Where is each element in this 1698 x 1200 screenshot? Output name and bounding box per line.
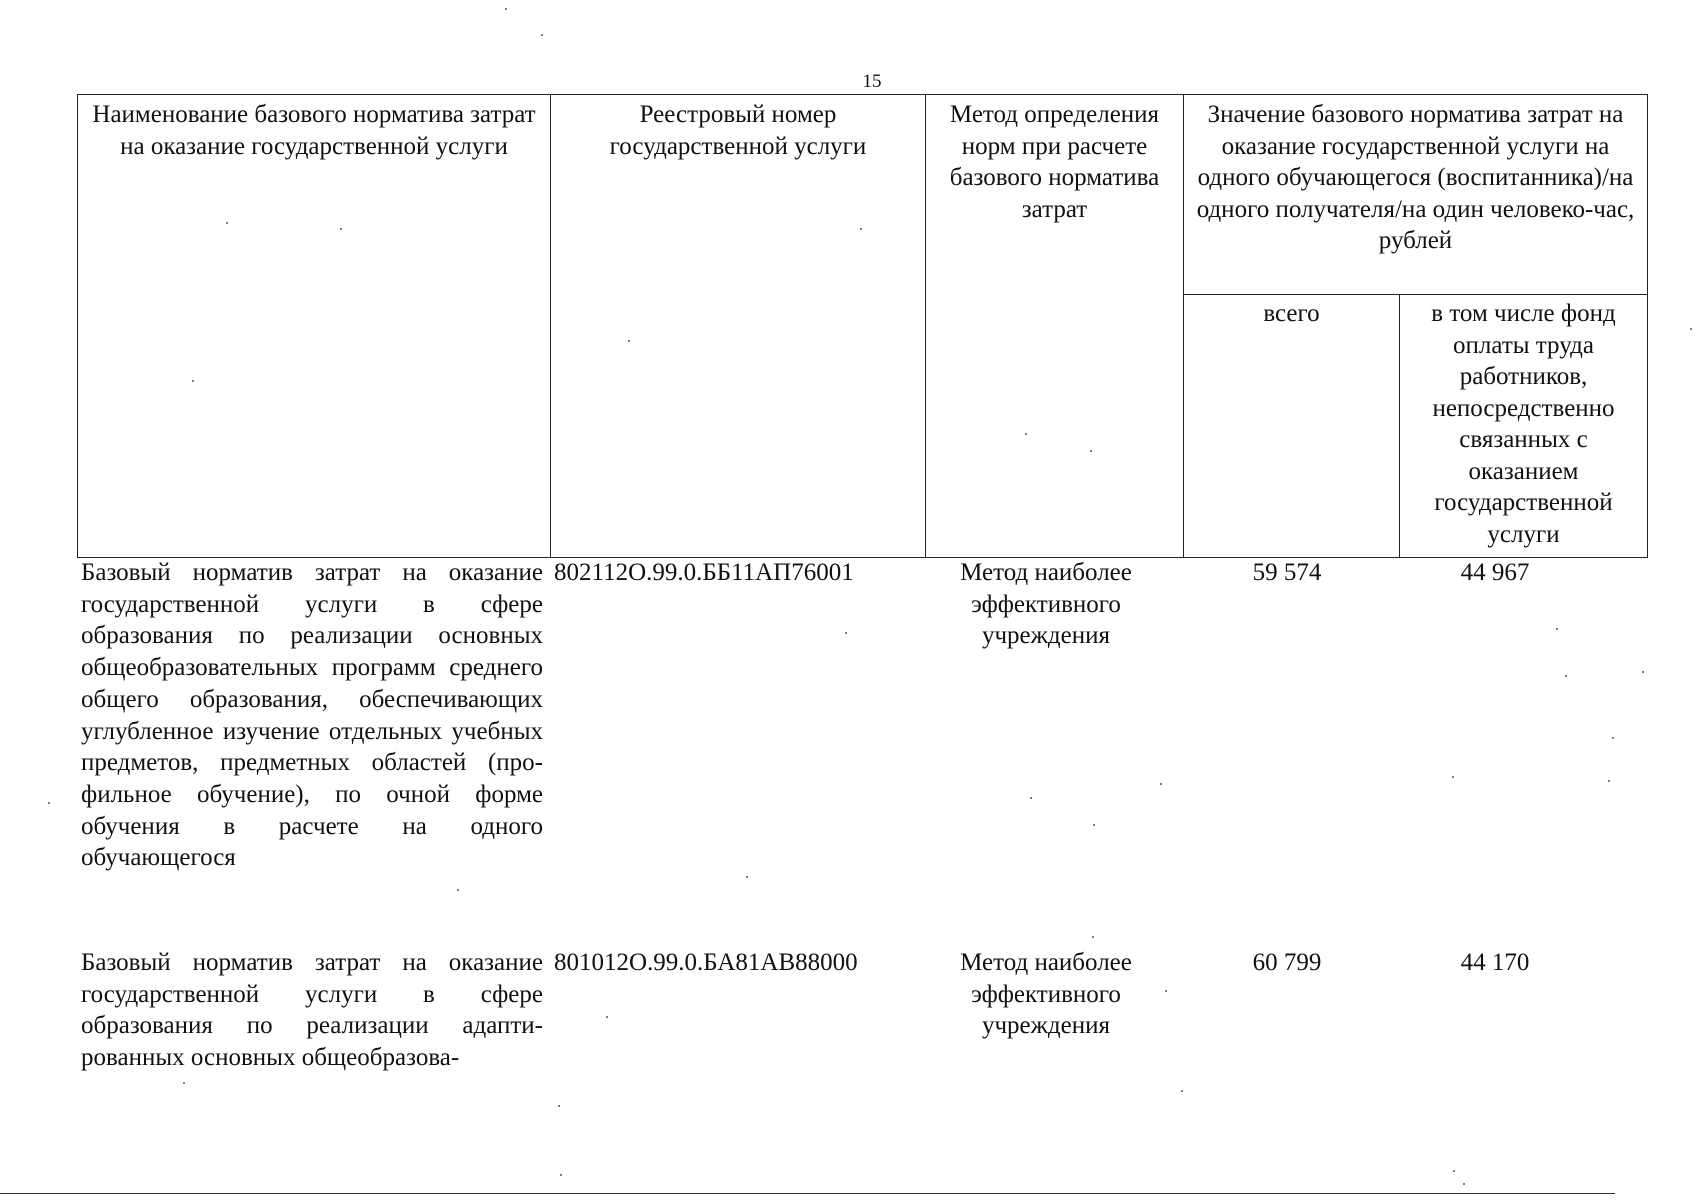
scan-speck: [628, 340, 630, 342]
scan-speck: [457, 889, 459, 891]
scan-speck: [1181, 1090, 1183, 1092]
row-method: Метод наиболее эффективного учреждения: [960, 949, 1132, 1040]
scan-speck: [1453, 1170, 1455, 1172]
scan-speck: [1160, 783, 1162, 785]
header-cell-fund: в том числе фонд оплаты труда работников, непосредственно связанных с оказанием государственной услуги: [1400, 295, 1648, 558]
bottom-rule: [0, 1193, 1615, 1194]
scan-speck: [1463, 1183, 1465, 1185]
scan-speck: [1165, 990, 1167, 992]
scan-speck: [1030, 797, 1032, 799]
table-header: [77, 94, 1648, 558]
scan-speck: [226, 222, 228, 224]
scan-speck: [48, 802, 50, 804]
scan-speck: [183, 1082, 185, 1084]
scan-speck: [192, 380, 194, 382]
scan-speck: [1452, 776, 1454, 778]
header-cell-registry: Реестровый номер государственной услуги: [551, 95, 926, 558]
row-service-name: Базовый норматив затрат на оказание государственной услуги в сфере образования по реализации адаптированных основных общеобразова-: [81, 949, 543, 1072]
header-cell-total: всего: [1184, 295, 1400, 558]
scan-speck: [558, 1105, 560, 1107]
scan-speck: [1690, 328, 1692, 330]
row-registry-number: 801012О.99.0.БА81АВ88000: [554, 949, 858, 976]
scan-speck: [746, 876, 748, 878]
scan-speck: [1608, 780, 1610, 782]
scan-speck: [1642, 671, 1644, 673]
scan-speck: [1090, 450, 1092, 452]
scan-speck: [541, 34, 543, 36]
scan-speck: [845, 632, 847, 634]
row-method: Метод наиболее эффективного учреждения: [960, 559, 1132, 650]
table-row: [77, 557, 1645, 907]
scan-speck: [505, 8, 507, 10]
page-number: 15: [862, 71, 882, 92]
scan-speck: [1612, 737, 1614, 739]
row-service-name: Базовый норматив затрат на оказание государственной услуги в сфере образования по реализации основных общеобразовательных программ среднего общего образования, обеспечивающих углубленное изучение отдельных учебных предметов, предметных областей (профильное обучение), по очной форме обучения в расчете на одного обучающегося: [81, 559, 543, 872]
header-cell-method: Метод определения норм при расчете базового норматива затрат: [926, 95, 1184, 558]
row-value-fund: 44 967: [1460, 559, 1530, 586]
header-cell-name: Наименование базового норматива затрат на оказание государственной услуги: [78, 95, 551, 558]
row-registry-number: 802112О.99.0.ББ11АП76001: [554, 559, 854, 586]
scan-speck: [1093, 824, 1095, 826]
table-row: [77, 947, 1645, 1087]
scan-speck: [606, 1016, 608, 1018]
scan-speck: [340, 228, 342, 230]
scan-speck: [1025, 433, 1027, 435]
scan-speck: [560, 1174, 562, 1176]
scan-speck: [860, 228, 862, 230]
row-value-fund: 44 170: [1460, 949, 1530, 976]
scan-speck: [1565, 675, 1567, 677]
row-value-total: 59 574: [1252, 559, 1322, 586]
header-cell-value: Значение базового норматива затрат на оказание государственной услуги на одного обучающегося (воспитанника)/на одного получателя/на один человеко-час, рублей: [1184, 95, 1648, 295]
scan-speck: [1092, 936, 1094, 938]
scan-speck: [1556, 628, 1558, 630]
row-value-total: 60 799: [1252, 949, 1322, 976]
